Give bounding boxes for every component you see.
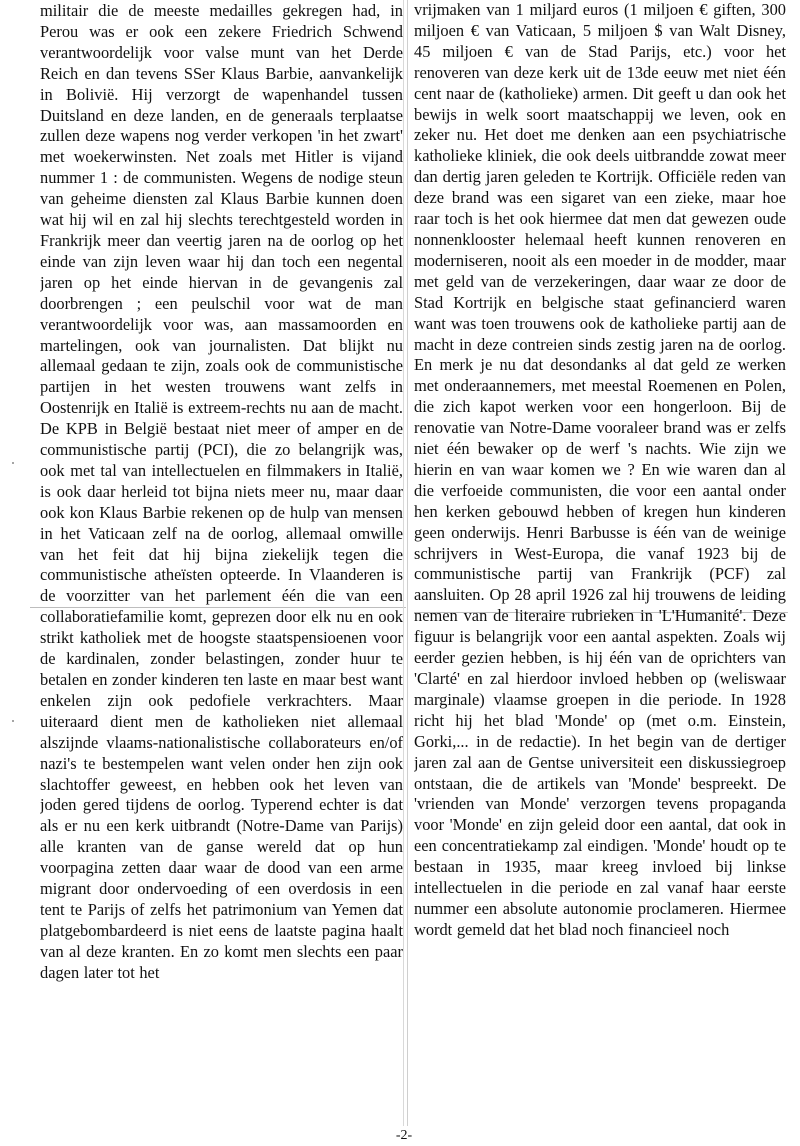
text-column-right (414, 0, 786, 1126)
text-column-left (40, 0, 404, 1126)
column-left-text: militair die de meeste medailles gekregen had, in Perou was er ook een zekere Friedrich Schwend verantwoordelijk voor valse munt van het Derde Reich en dan tevens SSer Klaus Barbie, aanvankelijk in Bolivië. Hij verzorgt de wapenhandel tussen Duitsland en deze landen, en de generaals terplaatse zullen deze wapens nog verder verkopen 'in het zwart' met woekerwinsten. Net zoals met Hitler is vijand nummer 1 : de communisten. Wegens de nodige steun van geheime diensten zal Klaus Barbie kunnen doen wat hij wil en zal hij slechts terechtgesteld worden in Frankrijk meer dan veertig jaren na de oorlog op het einde van zijn leven waar hij dan toch een negental jaren op het einde hiervan in de gevangenis zal doorbrengen ; een peulschil voor wat de man verantwoordelijk voor was, aan massamoorden en martelingen, ook van journalisten. Dat blijkt nu allemaal gedaan te zijn, zoals ook de communistische partijen in het westen trouwens want zelfs in Oostenrijk en Italië is extreem-rechts nu aan de macht. De KPB in België bestaat niet meer of amper en de communistische partij (PCI), die zo belangrijk was, ook met tal van intellectuelen en filmmakers in Italië, is ook daar herleid tot bijna niets meer nu, maar daar ook kon Klaus Barbie rekenen op de hulp van mensen in het Vaticaan zelf na de oorlog, allemaal omwille van het feit dat hij bijna ziekelijk tegen die communistische atheïsten opteerde. In Vlaanderen is de voorzitter van het parlement één die van een collaboratiefamilie komt, geprezen door elk nu en ook strikt katholiek met de hoogste staatspensioenen voor de kardinalen, zonder belastingen, zonder huur te betalen en zonder kinderen ten laste en maar best want enkelen zijn ook pedofiele verkrachters. Maar uiteraard dient men de katholieken niet allemaal alszijnde vlaams-nationalistische collaborateurs en/of nazi's te bestempelen want velen onder hen zijn ook slachtoffer geweest, en hebben ook het leven van joden gered tijdens de oorlog. Typerend echter is dat als er nu een kerk uitbrandt (Notre-Dame van Parijs) alle kranten van de ganse wereld dat op hun voorpagina zetten daar waar de dood van een arme migrant door ondervoeding of een overdosis in een tent te Parijs of zelfs het patrimonium van Yemen dat platgebombardeerd is niet eens de laatste pagina haalt van al deze kranten. En zo komt men slechts een paar dagen later tot het (40, 1, 403, 982)
page-number: -2- (395, 1128, 413, 1143)
scan-speck (12, 720, 14, 722)
scan-speck (12, 462, 14, 464)
column-right-text: vrijmaken van 1 miljard euros (1 miljoen € giften, 300 miljoen € van Vaticaan, 5 miljoen $ van Walt Disney, 45 miljoen € van de Stad Parijs, etc.) voor het renoveren van deze kerk uit de 13de eeuw met niet één cent naar de (katholieke) armen. Dit geeft u dan ook het bewijs in welk soort maatschappij we leven, ook en zeker nu. Het doet me denken aan een psychiatrische katholieke kliniek, die ook deels uitbrandde zowat meer dan dertig jaren geleden te Kortrijk. Officiële reden van deze brand was een sigaret van een zieke, maar hoe raar toch is het ook hiermee dat men dat gewezen oude nonnenklooster helemaal heeft kunnen renoveren en moderniseren, nooit als een moeder in de modder, maar met geld van de verzekeringen, daar waar ze door de Stad Kortrijk en belgische staat gefinancierd waren want was toen trouwens ook de katholieke partij aan de macht in deze contreien sinds zestig jaren na de oorlog. En merk je nu dat desondanks al dat geld ze werken met onderaannemers, met meestal Roemenen en Polen, die zich kapot werken voor een hongerloon. Bij de renovatie van Notre-Dame vooraleer brand was er zelfs niet één bewaker op de werf 's nachts. Wie zijn we hierin en van waar komen we ? En wie waren dan al die verfoeide communisten, die voor een aantal onder hen kerken gebouwd hebben of kregen hun kinderen geen onderwijs. Henri Barbusse is één van de weinige schrijvers in West-Europa, die vanaf 1923 bij de communistische partij van Frankrijk (PCF) zal aansluiten. Op 28 april 1926 zal hij trouwens de leiding nemen van de literaire rubrieken in 'L'Humanité'. Deze figuur is belangrijk voor een aantal aspekten. Zoals wij eerder gezien hebben, is hij één van de oprichters van 'Clarté' en zal hierdoor invloed hebben op (weliswaar marginale) vlaamse groepen in die periode. In 1928 richt hij het blad 'Monde' op (met o.m. Einstein, Gorki,... in de redactie). In het begin van de dertiger jaren zal aan de Gentse universiteit een diskussiegroep ontstaan, die de artikels van 'Monde' bespreekt. De 'vrienden van Monde' verzorgen tevens propaganda voor 'Monde' en zijn geleid door een aantal, dat ook in een concentratiekamp zal eindigen. 'Monde' houdt op te bestaan in 1935, maar kreeg invloed bij linkse intellectuelen in die periode en zal vanaf haar eerste nummer een absolute autonomie proclameren. Hiermee wordt gemeld dat het blad noch financieel noch (414, 0, 786, 939)
column-divider (407, 0, 408, 1126)
